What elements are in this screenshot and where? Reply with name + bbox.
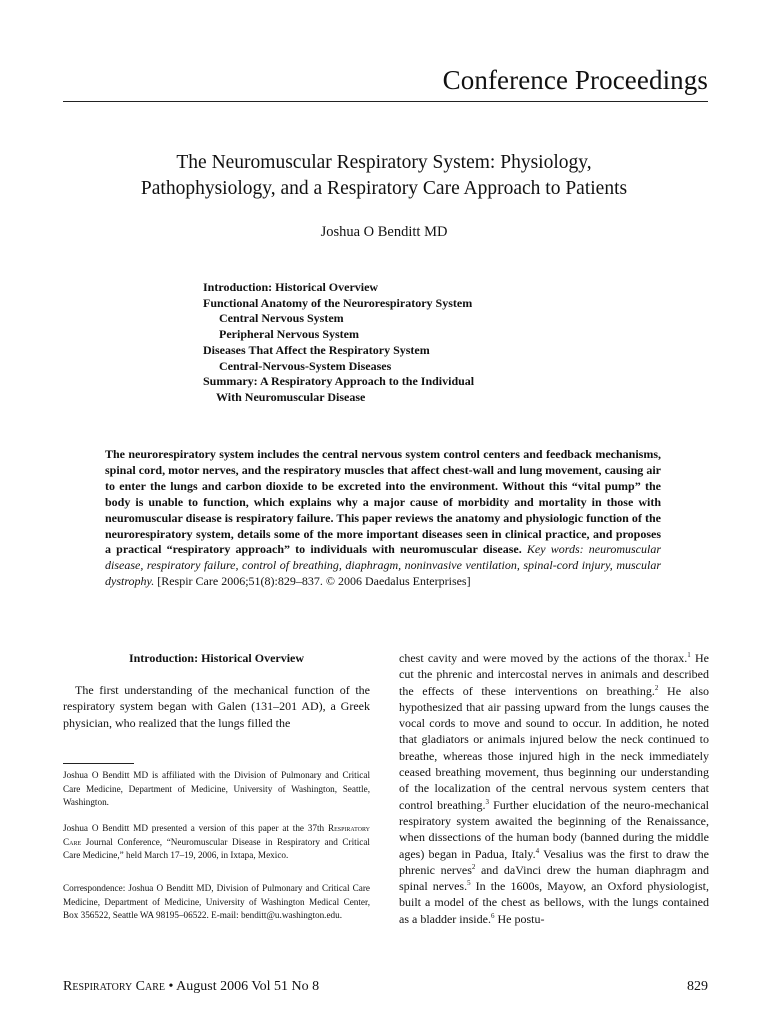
outline-item: Diseases That Affect the Respiratory System <box>203 342 430 357</box>
intro-paragraph: The first understanding of the mechanical function of the respiratory system began with Galen (131–201 AD), a Greek physician, who realized that the lungs filled the <box>63 683 370 730</box>
reference-marker: 2 <box>654 683 659 692</box>
outline-item: Introduction: Historical Overview <box>203 280 379 294</box>
article-title <box>40 150 728 202</box>
journal-name: Respiratory Care <box>63 823 370 847</box>
article-title-line-2: Pathophysiology, and a Respiratory Care Approach to Patients <box>140 178 628 199</box>
outline-item: Summary: A Respiratory Approach to the Individual <box>203 374 475 389</box>
reference-marker: 4 <box>535 846 540 855</box>
footnote-presentation-text: Joshua O Benditt MD presented a version of this paper at the 37th <box>63 823 328 833</box>
outline-subitem: Central Nervous System <box>219 311 344 326</box>
body-text: He postu- <box>494 911 545 926</box>
body-text: In the 1600s, Mayow, an Oxford physiologist, built a model of the chest as bellows, with the lungs contained as a bladder inside. <box>399 879 709 926</box>
outline-item-continuation: With Neuromuscular Disease <box>216 389 366 404</box>
outline-item: Functional Anatomy of the Neurorespiratory System <box>203 295 473 310</box>
author-name: Joshua O Benditt MD <box>320 224 448 240</box>
outline-subitem: Peripheral Nervous System <box>219 327 359 342</box>
article-title-line-1: The Neuromuscular Respiratory System: Physiology, <box>176 152 592 173</box>
running-footer <box>63 978 319 996</box>
footnote-presentation-text: Journal Conference, “Neuromuscular Disease in Respiratory and Critical Care Medicine,” held March 17–19, 2006, in Ixtapa, Mexico. <box>63 836 370 860</box>
footer-journal: Respiratory Care <box>63 979 166 994</box>
body-text: Vesalius was the first to draw the phrenic nerves <box>399 846 709 877</box>
body-text: Further elucidation of the neuro-mechanical respiratory system awaited the beginning of the Renaissance, when dissections of the human body (banned during the middle ages) began in Padua, Italy. <box>399 797 709 861</box>
reference-marker: 2 <box>471 862 476 871</box>
page-number: 829 <box>687 979 708 994</box>
body-text: He also hypothesized that air passing upward from the lungs causes the vocal cords to move and sound to occur. In addition, he noted that gladiators or animals injured below the neck continued to breathe, whereas those injured high in the neck immediately ceased breathing movement, thus beginning our understanding of the localization of the central nervous system centers that control breathing. <box>399 683 709 812</box>
abstract-keywords: Key words: neuromuscular disease, respiratory failure, control of breathing, diaphragm, noninvasive ventilation, spinal-cord injury, muscular dystrophy. <box>105 542 662 589</box>
footnote-rule <box>63 763 134 764</box>
footer-issue: August 2006 Vol 51 No 8 <box>176 979 320 994</box>
body-text: He cut the phrenic and intercostal nerves in animals and described the effects of these interventions on breathing. <box>399 651 709 698</box>
header-rule <box>63 101 708 102</box>
body-text: chest cavity and were moved by the actions of the thorax. <box>399 651 688 665</box>
reference-marker: 6 <box>490 911 495 920</box>
abstract <box>105 447 661 590</box>
footnote-presentation <box>63 822 370 863</box>
reference-marker: 1 <box>687 651 691 659</box>
reference-marker: 5 <box>467 879 471 888</box>
body-text-right-column <box>399 650 709 927</box>
reference-marker: 3 <box>485 797 489 806</box>
body-text: and daVinci drew the human diaphragm and spinal nerves. <box>399 862 709 894</box>
footnote-correspondence: Correspondence: Joshua O Benditt MD, Division of Pulmonary and Critical Care Medicine, Department of Medicine, University of Washington Medical Center, Box 356522, Seattle WA 98195–06522. E-mail: benditt@u.washington.edu. <box>63 883 370 920</box>
abstract-citation: [Respir Care 2006;51(8):829–837. © 2006 Daedalus Enterprises] <box>157 574 471 589</box>
article-outline <box>203 280 474 406</box>
outline-subitem: Central-Nervous-System Diseases <box>219 358 392 373</box>
section-header: Conference Proceedings <box>442 65 708 95</box>
footer-separator: • <box>168 979 174 994</box>
section-heading-introduction: Introduction: Historical Overview <box>128 651 305 665</box>
abstract-body: The neurorespiratory system includes the central nervous system control centers and feedback mechanisms, spinal cord, motor nerves, and the respiratory muscles that affect chest-wall and lung movement, causing air to enter the lungs and carbon dioxide to be excreted into the environment. Without this “vital pump” the body is unable to function, which explains why a major cause of morbidity and mortality in those with neuromuscular disease is respiratory failure. This paper reviews the anatomy and physiologic function of the neurorespiratory system, details some of the more important diseases seen in clinical practice, and proposes a practical “respiratory approach” to individuals with neuromuscular disease. <box>105 447 661 557</box>
footnote-affiliation: Joshua O Benditt MD is affiliated with the Division of Pulmonary and Critical Care Medicine, Department of Medicine, University of Washington, Seattle, Washington. <box>63 770 370 807</box>
